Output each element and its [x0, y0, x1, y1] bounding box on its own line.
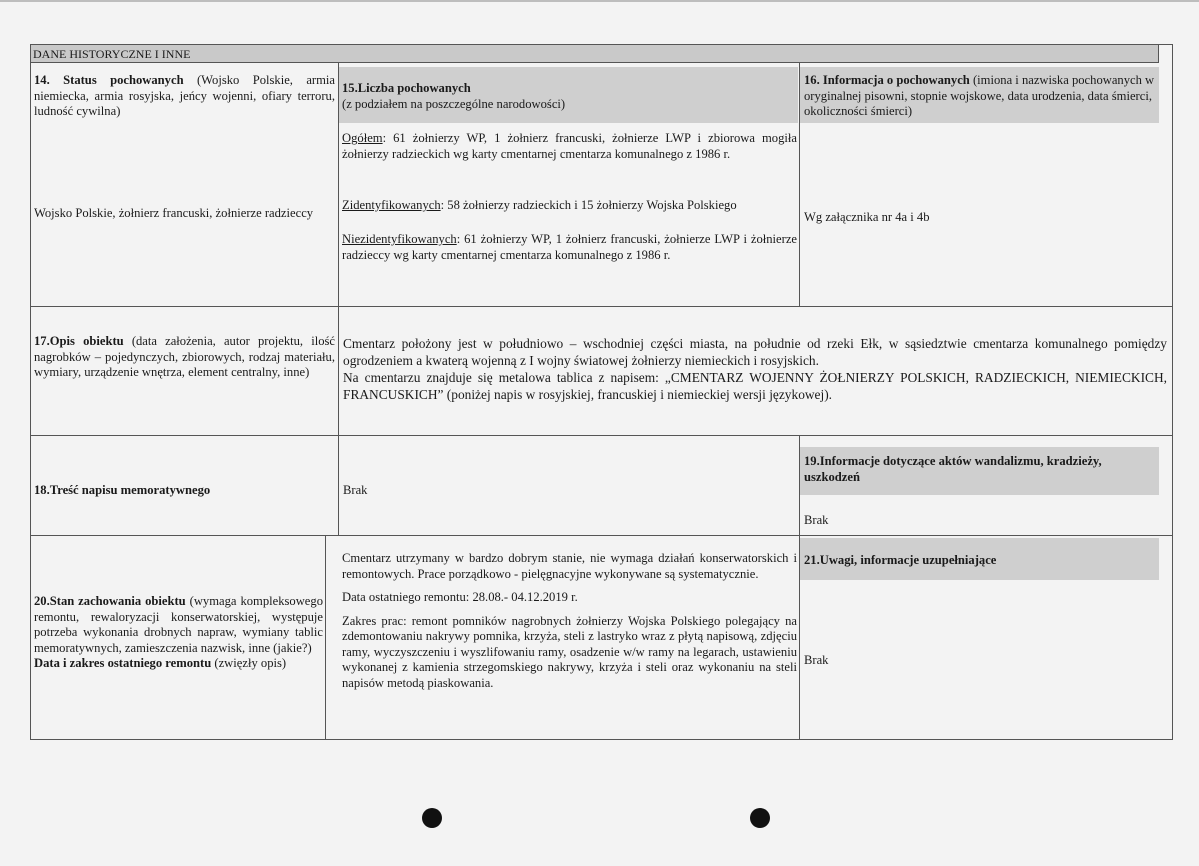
- row-divider: [31, 535, 1172, 536]
- field-21-header: 21.Uwagi, informacje uzupełniające: [800, 538, 1159, 580]
- field-21-value: Brak: [804, 653, 829, 667]
- field-15-unidentified: Niezidentyfikowanych: 61 żołnierzy WP, 1 żołnierz francuski, żołnierze LWP i żołnierze radzieccy wg karty cmentarnej cmentarza komunalnego z 1986 r.: [342, 232, 797, 262]
- field-18-value: Brak: [343, 483, 368, 497]
- field-15-total: Ogółem: 61 żołnierzy WP, 1 żołnierz francuski, żołnierze LWP i zbiorowa mogiła żołnierzy radzieckich wg karty cmentarnej cmentarza komunalnego z 1986 r.: [342, 131, 797, 161]
- field-20-value: Cmentarz utrzymany w bardzo dobrym stanie, nie wymaga działań konserwatorskich i remontowych. Prace porządkowo - pielęgnacyjne wykonywane są systematycznie. Data ostatniego remontu: 28.08.- 04.12.2019 r. Zakres prac: remont pomników nagrobnych żołnierzy Wojska Polskiego polegający na zdemontowaniu nakrywy pomnika, krzyża, steli z lastryko wraz z płytą napisową, zdjęciu ramy, wyczyszczeniu i wyszlifowaniu ramy, osadzenie w/w ramy na legarach, ustawieniu wykonanej z kamienia strzegomskiego nakrywy, krzyża i steli oraz wykonaniu na steli napisów metodą piaskowania.: [342, 551, 797, 690]
- historical-data-form: [30, 44, 1173, 740]
- field-15-identified: Zidentyfikowanych: 58 żołnierzy radzieckich i 15 żołnierzy Wojska Polskiego: [342, 198, 737, 212]
- field-16-value: Wg załącznika nr 4a i 4b: [804, 210, 930, 224]
- field-14-value: Wojsko Polskie, żołnierz francuski, żołnierze radzieccy: [34, 206, 314, 220]
- column-divider: [338, 435, 339, 535]
- row-divider: [31, 306, 1172, 307]
- punch-hole: [750, 808, 770, 828]
- section-header: DANE HISTORYCZNE I INNE: [31, 45, 1159, 63]
- field-16-header: 16. Informacja o pochowanych (imiona i nazwiska pochowanych w oryginalnej pisowni, stopnie wojskowe, data urodzenia, data śmierci, okoliczności śmierci): [800, 67, 1159, 123]
- field-17-label: 17.Opis obiektu (data założenia, autor projektu, ilość nagrobków – pojedynczych, zbiorowych, rodzaj materiału, wymiary, urządzenie wnętrza, element centralny, inne): [34, 334, 335, 379]
- field-17-value: Cmentarz położony jest w południowo – wschodniej części miasta, na południe od rzeki Ełk, w sąsiedztwie cmentarza komunalnego pomiędzy ogrodzeniem a kwaterą wojenną z I wojny światowej żołnierzy niemieckich i rosyjskich. Na cmentarzu znajduje się metalowa tablica z napisem: „CMENTARZ WOJENNY ŻOŁNIERZY POLSKICH, RADZIECKICH, NIEMIECKICH, FRANCUSKICH” (poniżej napis w rosyjskiej, francuskiej i niemieckiej wersji językowej).: [343, 336, 1167, 402]
- field-19-header: 19.Informacje dotyczące aktów wandalizmu, kradzieży, uszkodzeń: [800, 447, 1159, 495]
- field-14-label: 14. Status pochowanych (Wojsko Polskie, armia niemiecka, armia rosyjska, jeńcy wojenni, ofiary terroru, ludność cywilna): [34, 73, 335, 118]
- field-18-label: 18.Treść napisu memoratywnego: [34, 483, 211, 497]
- row-divider: [31, 435, 1172, 436]
- page-top-edge: [0, 0, 1199, 2]
- field-20-label: 20.Stan zachowania obiektu (wymaga kompleksowego remontu, rewaloryzacji konserwatorskiej, występuje potrzeba wykonania drobnych napraw, wymiany tablic memoratywnych, zamieszczenia nazwisk, inne (jakie?) Data i zakres ostatniego remontu (zwięzły opis): [34, 594, 323, 670]
- column-divider: [338, 306, 339, 435]
- punch-hole: [422, 808, 442, 828]
- field-19-value: Brak: [804, 513, 829, 527]
- field-15-header: 15.Liczba pochowanych (z podziałem na poszczególne narodowości): [339, 67, 798, 123]
- column-divider: [325, 535, 326, 739]
